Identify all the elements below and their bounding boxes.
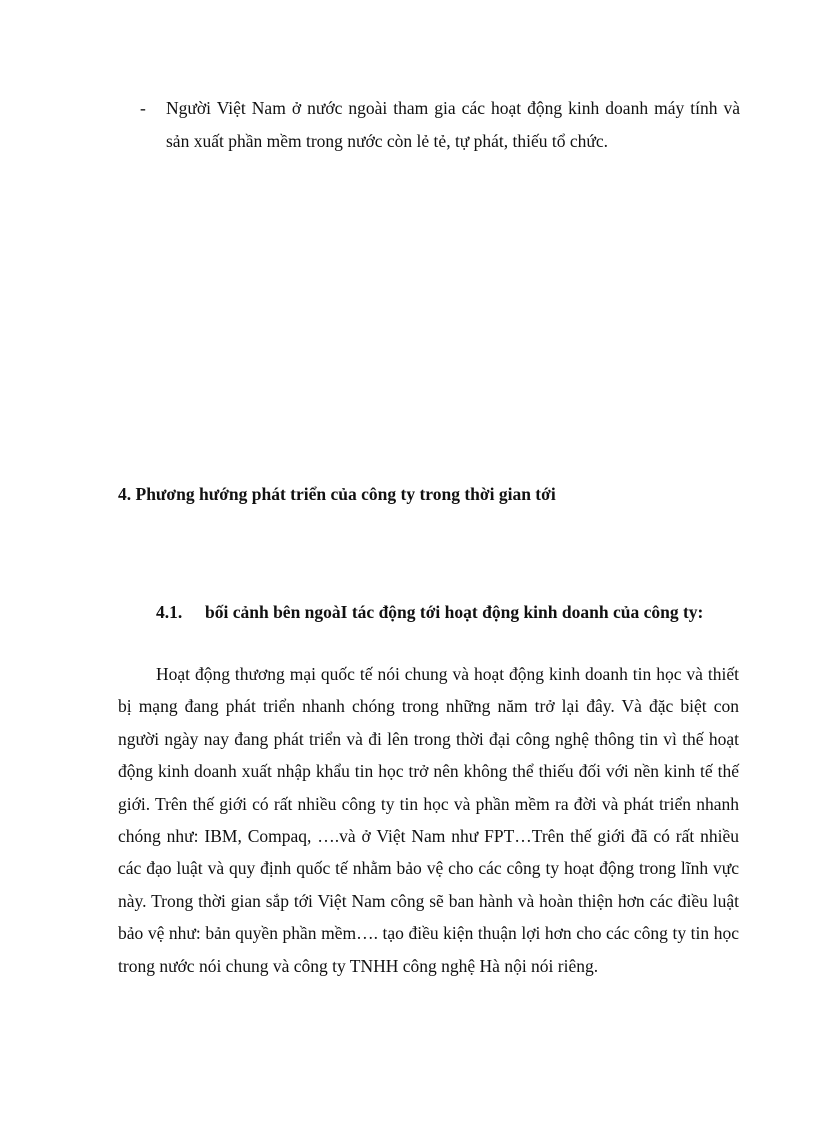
bullet-text: Người Việt Nam ở nước ngoài tham gia các hoạt động kinh doanh máy tính và sản xuất phần mềm trong nước còn lẻ tẻ, tự phát, thiếu tổ chức. [166,98,740,151]
subsection-number: 4.1. [156,602,183,622]
bullet-dash: - [140,98,146,118]
bullet-item [140,92,740,158]
body-paragraph: Hoạt động thương mại quốc tế nói chung và hoạt động kinh doanh tin học và thiết bị mạng đang phát triển nhanh chóng trong những năm trở lại đây. Và đặc biệt con người ngày nay đang phát triển và đi lên trong thời đại công nghệ thông tin vì thế hoạt động kinh doanh xuất nhập khẩu tin học trở nên không thể thiếu đối với nền kinh tế thế giới. Trên thế giới có rất nhiều công ty tin học và phần mềm ra đời và phát triển nhanh chóng như: IBM, Compaq, ….và ở Việt Nam như FPT…Trên thế giới đã có rất nhiều các đạo luật và quy định quốc tế nhằm bảo vệ cho các công ty hoạt động trong lĩnh vực này. Trong thời gian sắp tới Việt Nam công sẽ ban hành và hoàn thiện hơn các điều luật bảo vệ như: bản quyền phần mềm…. tạo điều kiện thuận lợi hơn cho các công ty tin học trong nước nói chung và công ty TNHH công nghệ Hà nội nói riêng. [118,664,739,976]
subsection-heading [156,596,740,628]
subsection-title: bối cảnh bên ngoàI tác động tới hoạt động kinh doanh của công ty: [205,602,704,622]
section-heading: 4. Phương hướng phát triển của công ty trong thời gian tới [118,484,556,504]
